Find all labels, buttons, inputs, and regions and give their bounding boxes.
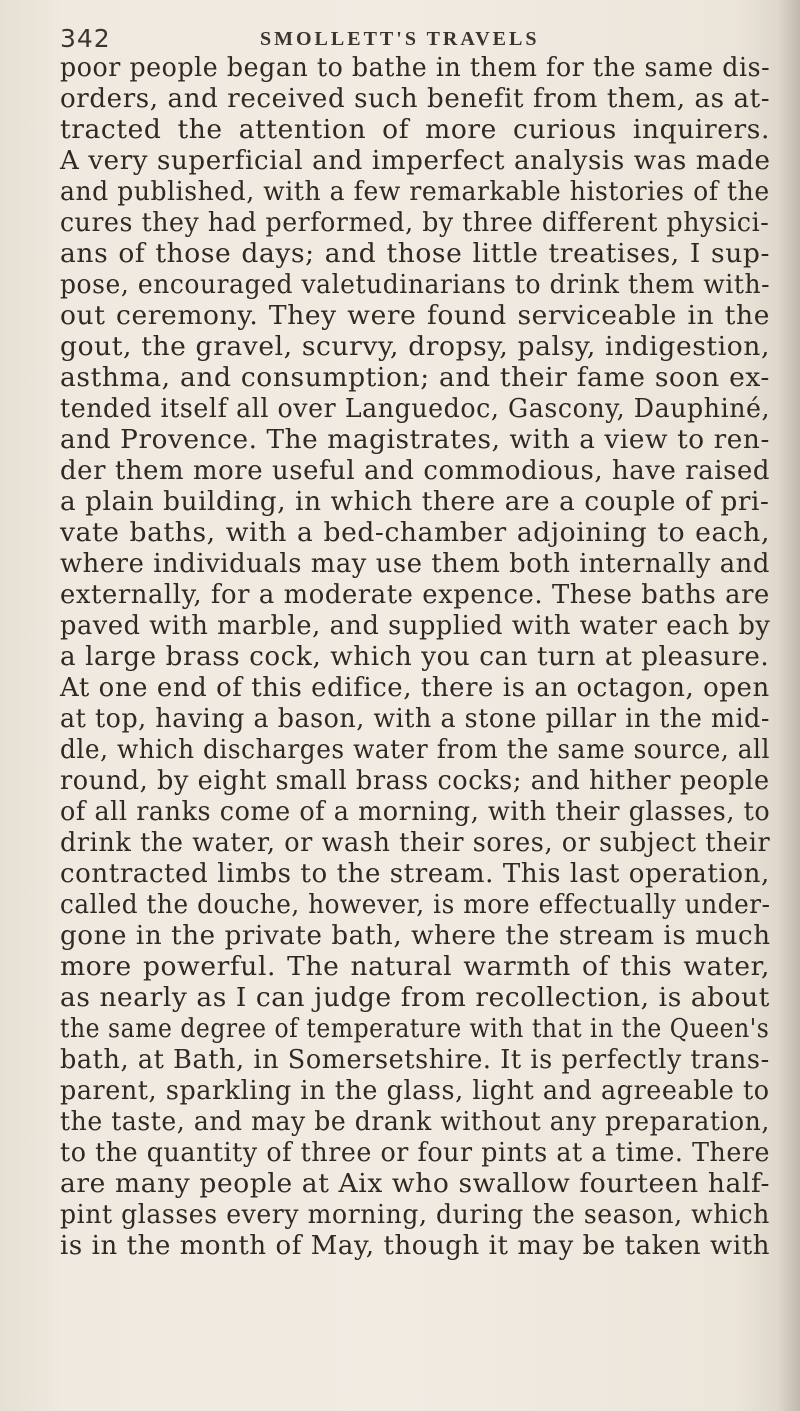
text-line: vate baths, with a bed-chamber adjoining to each, [60,517,770,548]
text-line: of all ranks come of a morning, with their glasses, to [60,796,771,827]
text-line: a large brass cock, which you can turn at pleasure. [60,641,770,672]
text-line: pose, encouraged valetudinarians to drink them with- [60,269,771,300]
text-line: At one end of this edifice, there is an octagon, open [60,672,770,703]
text-line: as nearly as I can judge from recollection, is about [60,982,770,1013]
text-line: more powerful. The natural warmth of this water, [60,951,770,982]
text-line: asthma, and consumption; and their fame soon ex- [60,362,770,393]
text-line: tended itself all over Languedoc, Gascony, Dauphiné, [60,393,771,424]
text-line: to the quantity of three or four pints at a time. There [60,1137,771,1168]
text-line: gout, the gravel, scurvy, dropsy, palsy, indigestion, [60,331,770,362]
text-line: and published, with a few remarkable histories of the [60,176,770,207]
text-line: a plain building, in which there are a couple of pri- [60,486,770,517]
text-line: paved with marble, and supplied with water each by [60,610,771,641]
text-line: ans of those days; and those little treatises, I sup- [60,238,770,269]
text-line: tracted the attention of more curious inquirers. [60,114,770,145]
page-number: 342 [60,24,111,53]
text-line: parent, sparkling in the glass, light and agreeable to [60,1075,770,1106]
text-line: cures they had performed, by three different physici- [60,207,770,238]
text-line: the taste, and may be drank without any preparation, [60,1106,770,1137]
running-head: SMOLLETT'S TRAVELS [260,28,540,50]
text-line: contracted limbs to the stream. This last operation, [60,858,770,889]
text-line: A very superficial and imperfect analysis was made [60,145,771,176]
text-line: orders, and received such benefit from them, as at- [60,83,771,114]
text-line: drink the water, or wash their sores, or subject their [60,827,771,858]
text-line: out ceremony. They were found serviceable in the [60,300,770,331]
text-line: gone in the private bath, where the stream is much [60,920,771,951]
text-line: where individuals may use them both internally and [60,548,770,579]
text-line: externally, for a moderate expence. These baths are [60,579,770,610]
text-line: the same degree of temperature with that in the Queen's [60,1013,770,1044]
body-text [60,52,770,1261]
text-line: are many people at Aix who swallow fourteen half- [60,1168,770,1199]
text-line: der them more useful and commodious, have raised [60,455,771,486]
text-line: called the douche, however, is more effectually under- [60,889,771,920]
text-line: and Provence. The magistrates, with a view to ren- [60,424,770,455]
page-edge-shadow [778,0,800,1411]
text-line: round, by eight small brass cocks; and hither people [60,765,770,796]
text-line: is in the month of May, though it may be taken with [60,1230,771,1261]
text-line: at top, having a bason, with a stone pillar in the mid- [60,703,770,734]
text-line: pint glasses every morning, during the season, which [60,1199,770,1230]
text-line: dle, which discharges water from the same source, all [60,734,771,765]
text-line: bath, at Bath, in Somersetshire. It is perfectly trans- [60,1044,770,1075]
text-line: poor people began to bathe in them for the same dis- [60,52,771,83]
